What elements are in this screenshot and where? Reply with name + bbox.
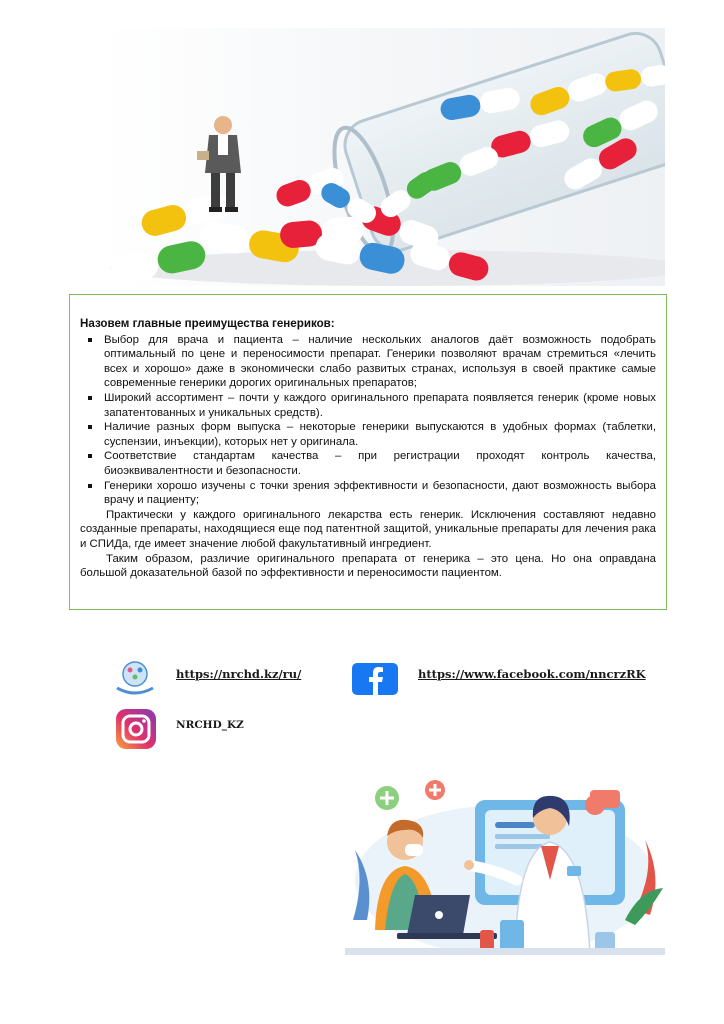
nrchd-globe-icon (113, 660, 157, 696)
generics-advantages-box (69, 294, 667, 610)
facebook-link[interactable]: https://www.facebook.com/nncrzRK (418, 667, 646, 681)
facebook-icon[interactable] (352, 663, 398, 695)
site-link[interactable]: https://nrchd.kz/ru/ (176, 667, 302, 681)
body-paragraph: Таким образом, различие оригинального препарата от генерика – это цена. Но она оправдана большой доказательной базой по эффективности и переносимости пациентом. (80, 552, 656, 580)
instagram-icon[interactable] (113, 709, 159, 749)
advantages-list (80, 333, 656, 508)
list-item: Выбор для врача и пациента – наличие нескольких аналогов даёт возможность подобрать оптимальный по цене и переносимости препарат. Генерики позволяют врачам стремиться «лечить всех и хорошо» даже в экономически слабо развитых странах, используя в своей практике самые современные генерики дорогих оригинальных препаратов; (80, 333, 656, 391)
pills-hero-image (100, 28, 665, 286)
body-paragraph: Практически у каждого оригинального лекарства есть генерик. Исключения составляют недавно созданные препараты, находящиеся еще под патентной защитой, уникальные препараты для лечения рака и СПИДа, где имеет значение любой факультативный ингредиент. (80, 508, 656, 550)
list-item: Широкий ассортимент – почти у каждого оригинального препарата появляется генерик (кроме новых запатентованных и уникальных средств). (80, 391, 656, 420)
list-item: Наличие разных форм выпуска – некоторые генерики выпускаются в удобных формах (таблетки, суспензии, инъекции), которых нет у оригинала. (80, 420, 656, 449)
pharmacist-illustration (345, 770, 665, 955)
instagram-handle[interactable]: NRCHD_KZ (176, 719, 244, 731)
section-heading: Назовем главные преимущества генериков: (80, 317, 335, 330)
list-item: Соответствие стандартам качества – при регистрации проходят контроль качества, биоэквивалентности и безопасности. (80, 449, 656, 478)
list-item: Генерики хорошо изучены с точки зрения эффективности и безопасности, дают возможность выбора врачу и пациенту; (80, 479, 656, 508)
